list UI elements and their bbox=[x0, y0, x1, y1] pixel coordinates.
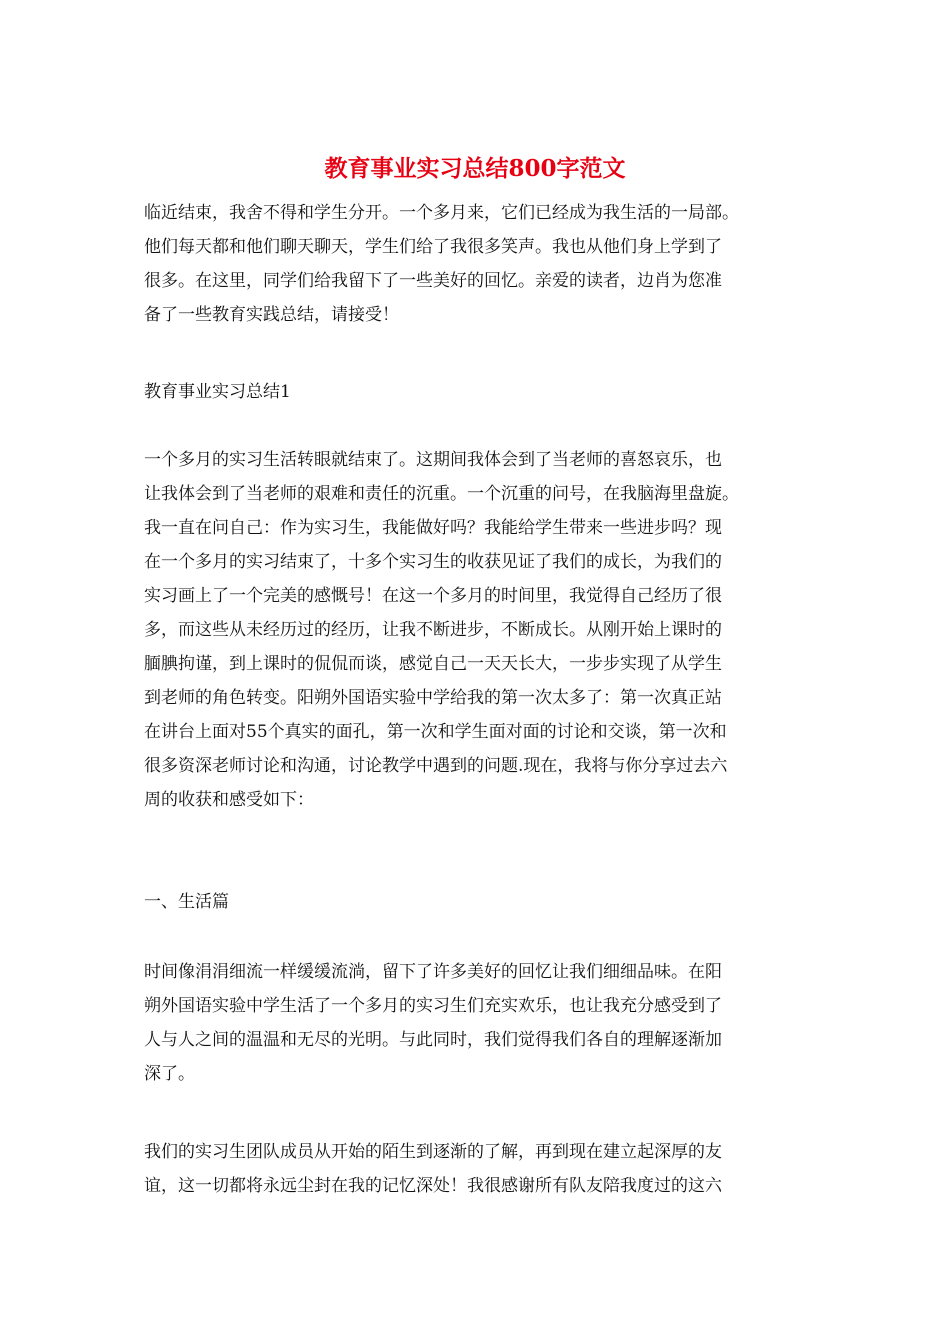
text-line: 人与人之间的温温和无尽的光明。与此同时，我们觉得我们各自的理解逐渐加 bbox=[144, 1030, 722, 1050]
last-paragraph bbox=[144, 1135, 812, 1203]
text-line: 很多。在这里，同学们给我留下了一些美好的回忆。亲爱的读者，边肖为您准 bbox=[144, 271, 722, 291]
text-line: 让我体会到了当老师的艰难和责任的沉重。一个沉重的问号，在我脑海里盘旋。 bbox=[144, 484, 739, 504]
section-heading-text: 教育事业实习总结1 bbox=[144, 382, 291, 402]
document-title: 教育事业实习总结800字范文 bbox=[324, 155, 626, 182]
text-line: 朔外国语实验中学生活了一个多月的实习生们充实欢乐，也让我充分感受到了 bbox=[144, 996, 722, 1016]
subsection-heading-text: 一、生活篇 bbox=[144, 892, 229, 912]
text-line: 备了一些教育实践总结，请接受！ bbox=[144, 305, 399, 325]
text-line: 一个多月的实习生活转眼就结束了。这期间我体会到了当老师的喜怒哀乐，也 bbox=[144, 450, 722, 470]
text-line: 我一直在问自己：作为实习生，我能做好吗？我能给学生带来一些进步吗？现 bbox=[144, 518, 722, 538]
section1-paragraph bbox=[144, 443, 812, 817]
text-line: 他们每天都和他们聊天聊天，学生们给了我很多笑声。我也从他们身上学到了 bbox=[144, 237, 722, 257]
text-line: 实习画上了一个完美的感慨号！在这一个多月的时间里，我觉得自己经历了很 bbox=[144, 586, 722, 606]
subsection-heading bbox=[144, 885, 812, 919]
text-line: 腼腆拘谨，到上课时的侃侃而谈，感觉自己一天天长大，一步步实现了从学生 bbox=[144, 654, 722, 674]
text-line: 谊，这一切都将永远尘封在我的记忆深处！我很感谢所有队友陪我度过的这六 bbox=[144, 1176, 722, 1196]
section-heading bbox=[144, 375, 812, 409]
text-line: 很多资深老师讨论和沟通，讨论教学中遇到的问题.现在，我将与你分享过去六 bbox=[144, 756, 728, 776]
text-line: 时间像涓涓细流一样缓缓流淌，留下了许多美好的回忆让我们细细品味。在阳 bbox=[144, 962, 722, 982]
text-line: 我们的实习生团队成员从开始的陌生到逐渐的了解，再到现在建立起深厚的友 bbox=[144, 1142, 722, 1162]
text-line: 在一个多月的实习结束了，十多个实习生的收获见证了我们的成长，为我们的 bbox=[144, 552, 722, 572]
text-line: 多，而这些从未经历过的经历，让我不断进步，不断成长。从刚开始上课时的 bbox=[144, 620, 722, 640]
text-line: 深了。 bbox=[144, 1064, 195, 1084]
text-line: 周的收获和感受如下： bbox=[144, 790, 314, 810]
text-line: 到老师的角色转变。阳朔外国语实验中学给我的第一次太多了：第一次真正站 bbox=[144, 688, 722, 708]
intro-paragraph bbox=[144, 196, 812, 332]
subsection-paragraph bbox=[144, 955, 812, 1091]
text-line: 在讲台上面对55个真实的面孔，第一次和学生面对面的讨论和交谈，第一次和 bbox=[144, 722, 727, 742]
text-line: 临近结束，我舍不得和学生分开。一个多月来，它们已经成为我生活的一局部。 bbox=[144, 203, 739, 223]
